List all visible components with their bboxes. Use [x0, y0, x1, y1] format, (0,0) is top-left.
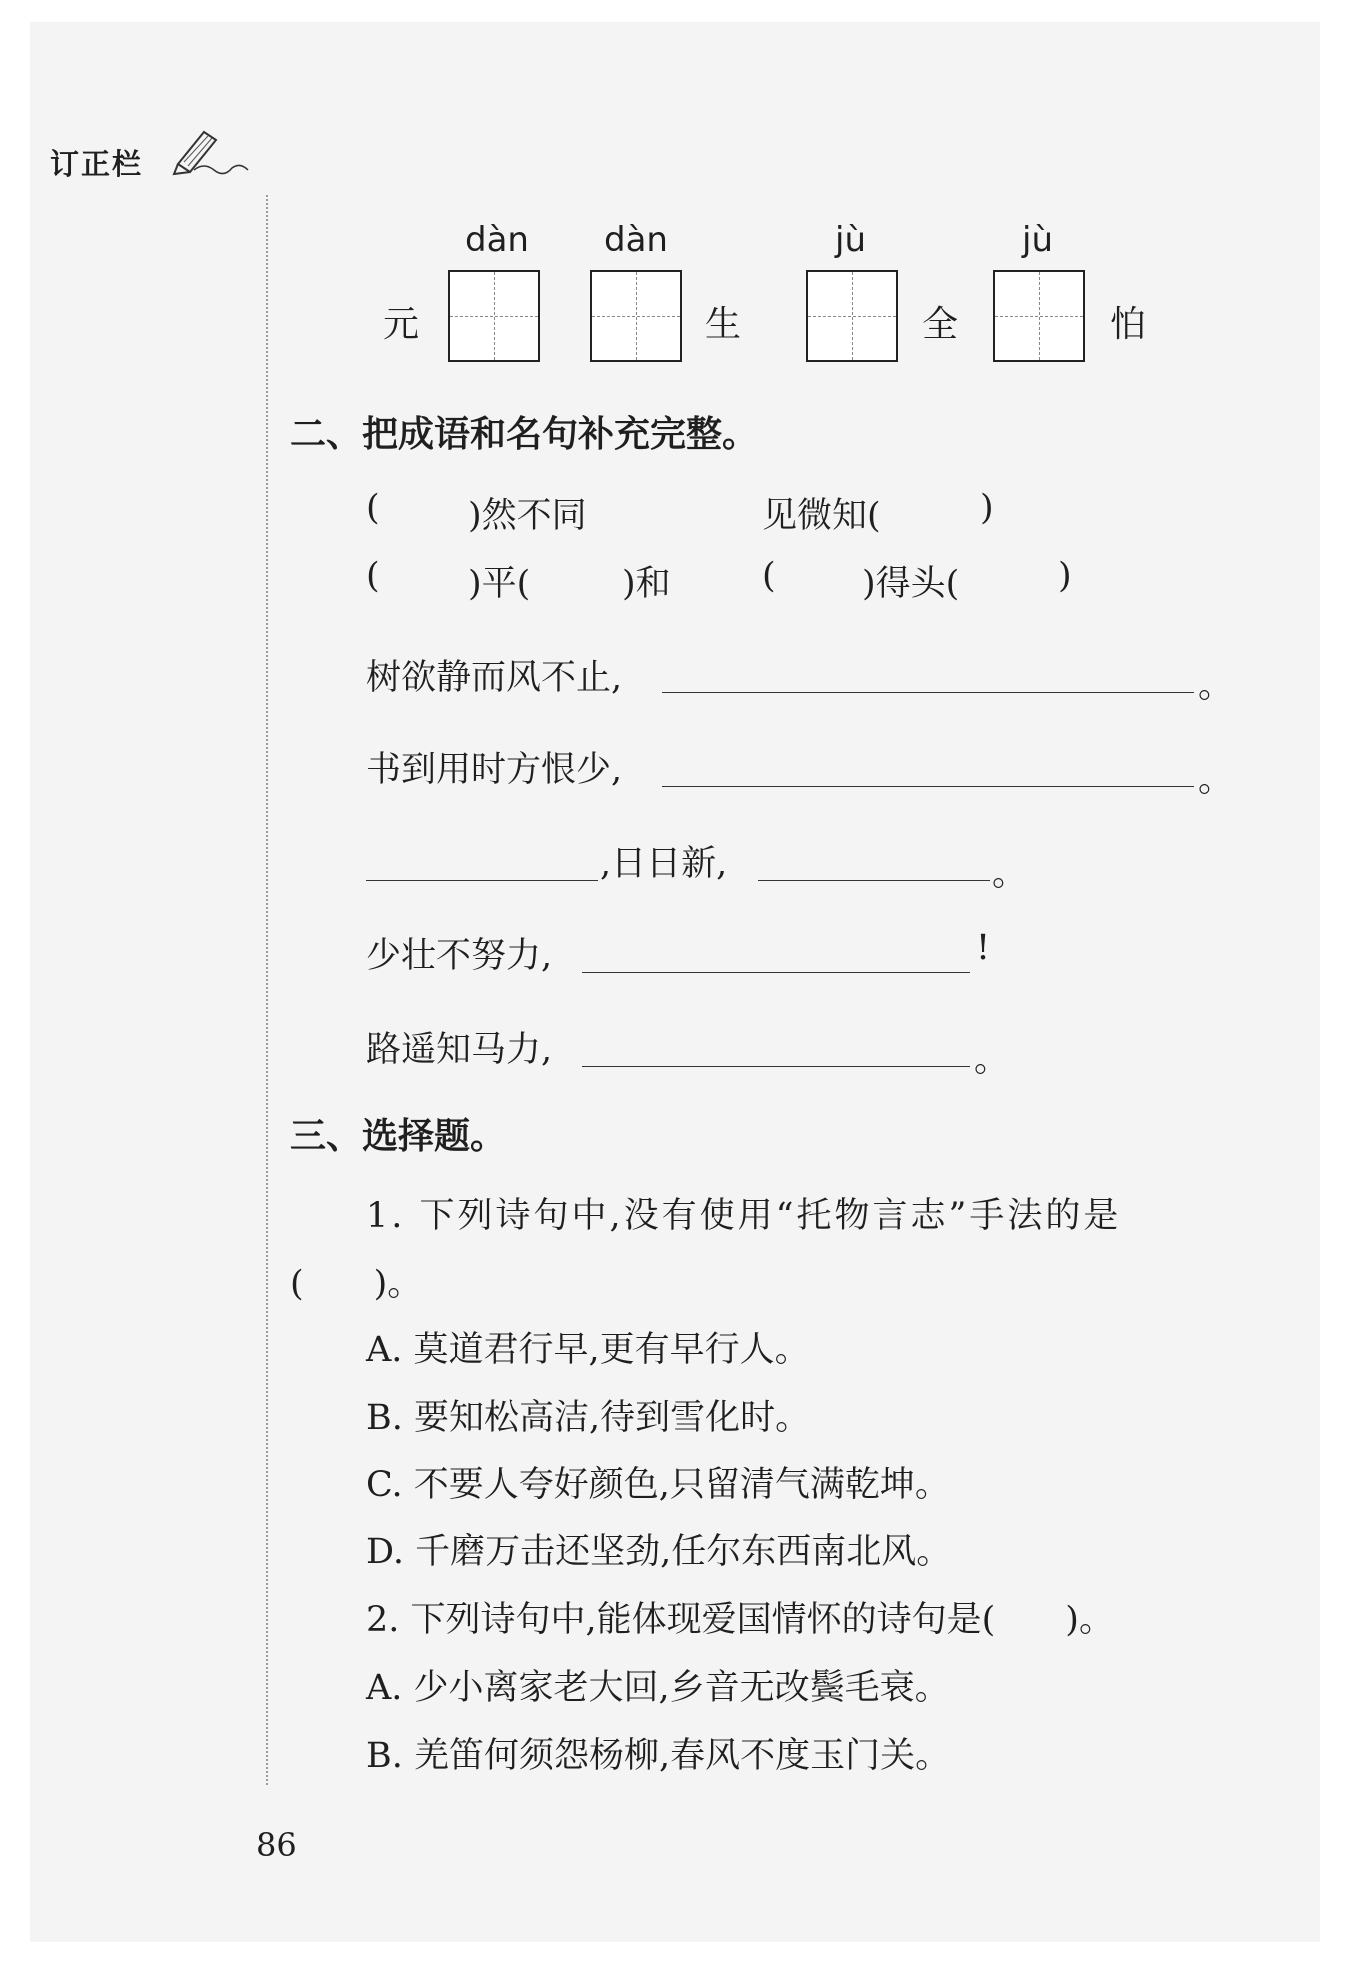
correction-column-title: 订正栏 [50, 147, 144, 181]
idiom-1-open: ( [366, 488, 380, 528]
verse-5-prefix: 路遥知马力, [366, 1030, 553, 1070]
question-1-answer-blank[interactable]: ( )。 [290, 1264, 423, 1304]
char-sheng: 生 [705, 304, 742, 345]
question-2-option-a[interactable]: A. 少小离家老大回,乡音无改鬓毛衰。 [366, 1668, 950, 1708]
pencil-icon [170, 126, 250, 176]
verse-3-middle: ,日日新, [600, 844, 728, 884]
question-1-stem: 1. 下列诗句中,没有使用“托物言志”手法的是 [366, 1196, 1122, 1236]
pinyin-3: jù [835, 220, 866, 260]
writing-box-2[interactable] [590, 270, 682, 362]
idiom-4-close: ) [1058, 556, 1072, 596]
section-2-heading: 二、把成语和名句补充完整。 [290, 414, 759, 455]
idiom-2-text: 见微知( [762, 496, 881, 536]
verse-5-end: 。 [974, 1040, 1010, 1080]
writing-box-4[interactable] [993, 270, 1085, 362]
question-1-option-a[interactable]: A. 莫道君行早,更有早行人。 [366, 1330, 810, 1370]
writing-box-1[interactable] [448, 270, 540, 362]
verse-4-end: ! [976, 928, 991, 968]
question-2-option-b[interactable]: B. 羌笛何须怨杨柳,春风不度玉门关。 [366, 1736, 951, 1776]
question-2-stem: 2. 下列诗句中,能体现爱国情怀的诗句是( )。 [366, 1600, 1114, 1640]
idiom-3-open: ( [366, 556, 380, 596]
verse-3-end: 。 [992, 854, 1028, 894]
writing-box-3[interactable] [806, 270, 898, 362]
verse-1-blank[interactable] [662, 692, 1194, 693]
question-1-option-c[interactable]: C. 不要人夸好颜色,只留清气满乾坤。 [366, 1465, 950, 1505]
idiom-2-close: ) [980, 488, 994, 528]
question-1-option-d[interactable]: D. 千磨万击还坚劲,任尔东西南北风。 [366, 1532, 952, 1572]
verse-1-prefix: 树欲静而风不止, [366, 658, 623, 698]
verse-5-blank[interactable] [582, 1066, 970, 1067]
question-1-option-b[interactable]: B. 要知松高洁,待到雪化时。 [366, 1398, 811, 1438]
page-number: 86 [256, 1826, 297, 1864]
pinyin-2: dàn [604, 220, 668, 260]
idiom-4-open: ( [762, 556, 776, 596]
verse-2-prefix: 书到用时方恨少, [366, 750, 623, 790]
verse-1-end: 。 [1198, 666, 1234, 706]
section-3-heading: 三、选择题。 [290, 1116, 507, 1157]
idiom-4-mid: )得头( [862, 564, 960, 604]
verse-3-blank-b[interactable] [758, 880, 990, 881]
verse-2-blank[interactable] [662, 786, 1194, 787]
idiom-3-mid: )平( [468, 564, 531, 604]
verse-4-blank[interactable] [582, 972, 970, 973]
verse-2-end: 。 [1198, 760, 1234, 800]
idiom-3-end: )和 [622, 564, 671, 604]
char-pa: 怕 [1110, 304, 1147, 345]
margin-divider [266, 195, 268, 1785]
pinyin-4: jù [1022, 220, 1053, 260]
verse-4-prefix: 少壮不努力, [366, 936, 553, 976]
pinyin-1: dàn [465, 220, 529, 260]
char-yuan: 元 [383, 304, 420, 345]
char-quan: 全 [922, 304, 959, 345]
idiom-1-text: )然不同 [468, 496, 587, 536]
verse-3-blank-a[interactable] [366, 880, 598, 881]
